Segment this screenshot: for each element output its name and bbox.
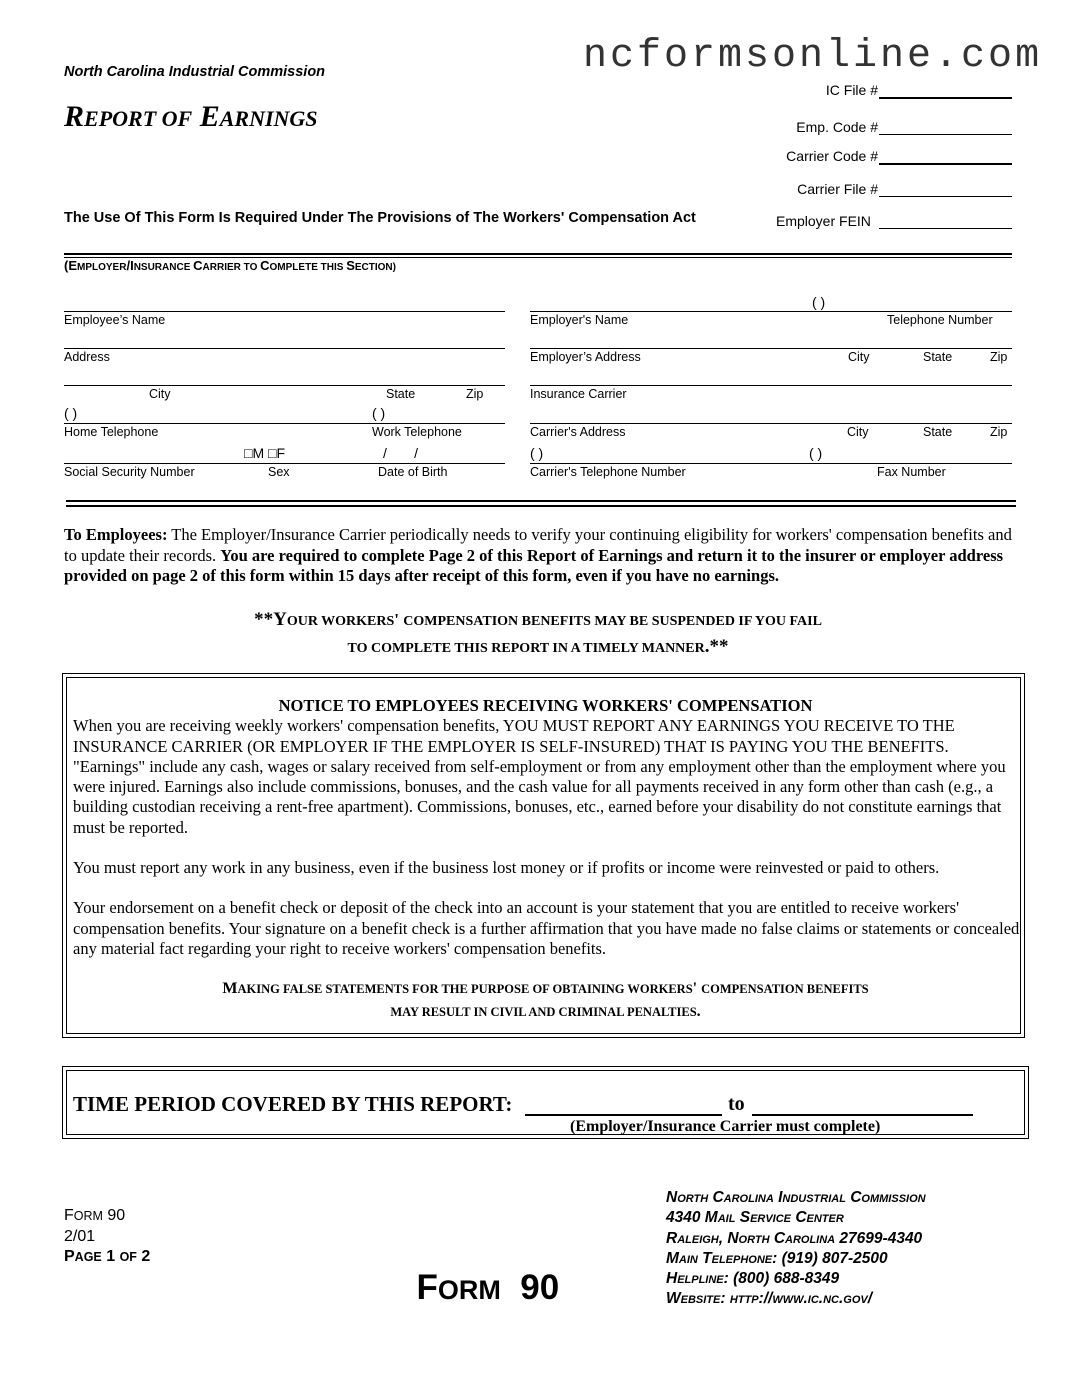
carrier-phone-label: Carrier's Telephone Number	[530, 465, 686, 479]
employer-fein-label: Employer FEIN	[776, 213, 871, 229]
sex-label: Sex	[268, 465, 290, 479]
employee-name-field[interactable]	[64, 311, 505, 312]
fax-paren: ( )	[809, 445, 823, 461]
work-phone-paren: ( )	[372, 405, 386, 421]
footer-address-line: North Carolina Industrial Commission	[666, 1189, 926, 1206]
carrier-file-field[interactable]	[879, 196, 1012, 197]
ssn-sex-dob-field[interactable]	[64, 463, 505, 464]
home-phone-paren: ( )	[64, 405, 78, 421]
carrier-city-label: City	[847, 425, 869, 439]
sex-checkboxes[interactable]: □M □F	[244, 445, 286, 461]
zip-label: Zip	[466, 387, 484, 401]
dob-label: Date of Birth	[378, 465, 448, 479]
employer-fein-field[interactable]	[879, 228, 1012, 229]
section-heading: (EMPLOYER/INSURANCE CARRIER TO COMPLETE THIS SECTION)	[64, 258, 396, 273]
carrier-phone-paren: ( )	[530, 445, 544, 461]
footer-address-block	[666, 1188, 926, 1310]
address-label: Address	[64, 350, 110, 364]
employer-zip-label: Zip	[990, 350, 1008, 364]
ssn-label: Social Security Number	[64, 465, 195, 479]
city-state-zip-field[interactable]	[64, 385, 505, 386]
emp-code-field[interactable]	[879, 134, 1012, 135]
employer-address-field[interactable]	[530, 348, 1012, 349]
footer-form-number: FORM 90	[64, 1207, 126, 1224]
footer-address-line: Raleigh, North Carolina 27699-4340	[666, 1229, 923, 1247]
ic-file-field[interactable]	[879, 97, 1012, 99]
penalty-warning: MAKING FALSE STATEMENTS FOR THE PURPOSE OF OBTAINING WORKERS' COMPENSATION BENEFITS MAY RESULT IN CIVIL AND CRIMINAL PENALTIES.	[222, 980, 869, 1021]
watermark: ncformsonline.com	[583, 34, 1043, 79]
carrier-code-label: Carrier Code #	[786, 148, 878, 164]
insurance-carrier-field[interactable]	[530, 385, 1012, 386]
state-label: State	[386, 387, 416, 401]
employer-name-label: Employer's Name	[530, 313, 629, 327]
fax-number-label: Fax Number	[877, 465, 946, 479]
time-period-end-field[interactable]	[752, 1114, 973, 1116]
telephone-number-label: Telephone Number	[887, 313, 993, 327]
employer-name-field[interactable]	[530, 311, 1012, 312]
time-period-note: (Employer/Insurance Carrier must complete)	[570, 1118, 881, 1135]
employer-phone-paren: ( )	[812, 294, 826, 310]
notice-paragraph-2: You must report any work in any business, even if the business lost money or if profits or income were reinvested or paid to others.	[73, 858, 940, 878]
employer-address-label: Employer’s Address	[530, 350, 641, 364]
emp-code-label: Emp. Code #	[796, 119, 878, 135]
time-period-label: TIME PERIOD COVERED BY THIS REPORT:	[73, 1092, 513, 1116]
form-title: REPORT OF EARNINGS	[64, 100, 318, 133]
employee-name-label: Employee’s Name	[64, 313, 166, 327]
footer-address-line: Main Telephone: (919) 807-2500	[666, 1249, 888, 1267]
employer-city-label: City	[848, 350, 870, 364]
footer-address-line: 4340 Mail Service Center	[666, 1209, 844, 1227]
work-phone-label: Work Telephone	[372, 425, 462, 439]
footer-website[interactable]: Website: http://www.ic.nc.gov/	[666, 1290, 873, 1308]
footer-big-form: FORM 90	[416, 1268, 560, 1307]
insurance-carrier-label: Insurance Carrier	[530, 387, 627, 401]
footer-address-line: Helpline: (800) 688-8349	[666, 1270, 840, 1288]
to-employees-paragraph: To Employees: The Employer/Insurance Carrier periodically needs to verify your continuing eligibility for workers' compensation benefits and to update their records. You are required to complete Page 2 of this Report of Earnings and return it to the insurer or employer address provided on page 2 of this form within 15 days after receipt of this form, even if you have no earnings.	[64, 525, 1012, 585]
notice-paragraph-3: Your endorsement on a benefit check or deposit of the check into an account is your statement that you are entitled to receive workers' compensation benefits. Your signature on a benefit check is a further affirmation that you have made no false claims or statements or concealed any material fact regarding your right to receive workers' compensation benefits.	[73, 898, 1020, 958]
ic-file-label: IC File #	[825, 82, 878, 98]
footer-page: PAGE 1 OF 2	[64, 1248, 151, 1265]
section-end-divider	[66, 500, 1016, 502]
footer-date: 2/01	[64, 1228, 96, 1245]
agency-name: North Carolina Industrial Commission	[64, 64, 326, 80]
carrier-zip-label: Zip	[990, 425, 1008, 439]
carrier-state-label: State	[923, 425, 953, 439]
phone-field[interactable]	[64, 423, 505, 424]
time-period-to: to	[728, 1093, 745, 1115]
section-end-divider-2	[66, 505, 1016, 507]
required-notice: The Use Of This Form Is Required Under The Provisions of The Workers' Compensation Act	[64, 210, 696, 226]
carrier-phone-fax-field[interactable]	[530, 463, 1012, 464]
section-divider	[64, 253, 1012, 255]
carrier-address-field[interactable]	[530, 423, 1012, 424]
suspension-warning: **YOUR WORKERS' COMPENSATION BENEFITS MAY BE SUSPENDED IF YOU FAIL TO COMPLETE THIS REPORT IN A TIMELY MANNER.**	[254, 609, 822, 657]
employer-state-label: State	[923, 350, 953, 364]
home-phone-label: Home Telephone	[64, 425, 159, 439]
carrier-code-field[interactable]	[879, 163, 1012, 165]
carrier-address-label: Carrier's Address	[530, 425, 626, 439]
carrier-file-label: Carrier File #	[797, 181, 878, 197]
time-period-start-field[interactable]	[525, 1114, 722, 1116]
notice-heading: NOTICE TO EMPLOYEES RECEIVING WORKERS' COMPENSATION	[278, 696, 813, 715]
dob-slashes: / /	[383, 445, 419, 461]
notice-content	[73, 696, 1021, 1023]
notice-paragraph-1: When you are receiving weekly workers' compensation benefits, YOU MUST REPORT ANY EARNINGS YOU RECEIVE TO THE INSURANCE CARRIER (OR EMPLOYER IF THE EMPLOYER IS SELF-INSURED) THAT IS PAYING YOU THE BENEFITS. "Earnings" include any cash, wages or salary received from self-employment or from any employment other than the employment where you were injured. Earnings also include commissions, bonuses, and the cash value for all payments received in any form other than cash (e.g., a building custodian receiving a rent-free apartment). Commissions, bonuses, etc., earned before your disability do not constitute earnings that must be reported.	[73, 716, 1006, 837]
address-field[interactable]	[64, 348, 505, 349]
city-label: City	[149, 387, 171, 401]
